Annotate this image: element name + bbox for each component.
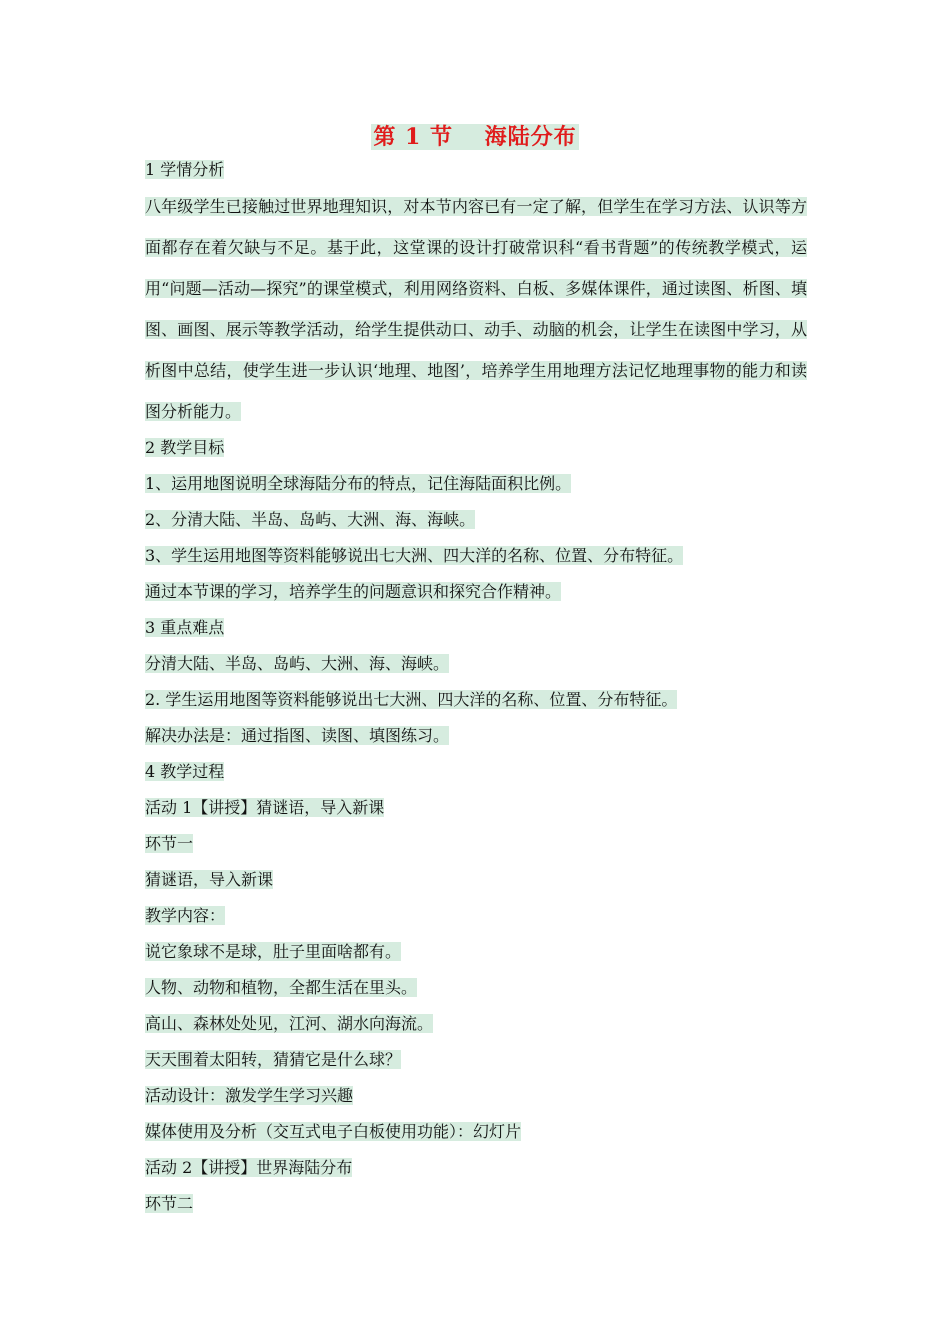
riddle-line [145, 1014, 807, 1034]
list-item [145, 474, 807, 494]
paragraph-text: 通过本节课的学习，培养学生的问题意识和探究合作精神。 [145, 582, 562, 601]
list-item [145, 690, 807, 710]
activity-heading [145, 798, 807, 818]
paragraph [145, 834, 807, 854]
page-title [0, 120, 950, 151]
document-body [145, 160, 807, 1230]
paragraph [145, 726, 807, 746]
riddle-line-text: 高山、森林处处见，江河、湖水向海流。 [145, 1014, 434, 1033]
list-item [145, 546, 807, 566]
section-heading-text: 3 重点难点 [145, 618, 225, 637]
list-item-text: 1、运用地图说明全球海陆分布的特点，记住海陆面积比例。 [145, 474, 572, 493]
paragraph [145, 582, 807, 602]
activity-heading [145, 1158, 807, 1178]
section-heading [145, 438, 807, 458]
section-heading [145, 762, 807, 782]
riddle-line [145, 1050, 807, 1070]
paragraph-text: 环节一 [145, 834, 194, 853]
list-item-text: 2. 学生运用地图等资料能够说出七大洲、四大洋的名称、位置、分布特征。 [145, 690, 678, 709]
paragraph-text: 教学内容： [145, 906, 226, 925]
activity-heading-text: 活动 1【讲授】猜谜语，导入新课 [145, 798, 385, 817]
activity-heading-text: 活动 2【讲授】世界海陆分布 [145, 1158, 353, 1177]
page-title-text: 第 1 节 海陆分布 [373, 124, 577, 150]
paragraph-text: 猜谜语，导入新课 [145, 870, 274, 889]
riddle-line-text: 人物、动物和植物，全都生活在里头。 [145, 978, 418, 997]
section-heading [145, 618, 807, 638]
list-item-text: 2、分清大陆、半岛、岛屿、大洲、海、海峡。 [145, 510, 476, 529]
section-heading-text: 2 教学目标 [145, 438, 225, 457]
paragraph-text: 环节二 [145, 1194, 194, 1213]
paragraph-text: 解决办法是：通过指图、读图、填图练习。 [145, 726, 450, 745]
list-item-text: 3、学生运用地图等资料能够说出七大洲、四大洋的名称、位置、分布特征。 [145, 546, 684, 565]
riddle-line [145, 942, 807, 962]
riddle-line-text: 说它象球不是球，肚子里面啥都有。 [145, 942, 402, 961]
paragraph-text: 分清大陆、半岛、岛屿、大洲、海、海峡。 [145, 654, 450, 673]
paragraph [145, 654, 807, 674]
paragraph [145, 1194, 807, 1214]
section-heading [145, 160, 807, 180]
paragraph [145, 186, 807, 432]
list-item [145, 510, 807, 530]
paragraph [145, 870, 807, 890]
paragraph-text: 媒体使用及分析（交互式电子白板使用功能）：幻灯片 [145, 1122, 522, 1141]
paragraph [145, 1086, 807, 1106]
paragraph [145, 1122, 807, 1142]
paragraph-text: 活动设计：激发学生学习兴趣 [145, 1086, 354, 1105]
riddle-line [145, 978, 807, 998]
section-heading-text: 4 教学过程 [145, 762, 225, 781]
riddle-line-text: 天天围着太阳转，猜猜它是什么球？ [145, 1050, 402, 1069]
paragraph [145, 906, 807, 926]
paragraph-text: 八年级学生已接触过世界地理知识，对本节内容已有一定了解，但学生在学习方法、认识等方面都存在着欠缺与不足。基于此，这堂课的设计打破常识科“看书背题”的传统教学模式，运用“问题—活动—探究”的课堂模式，利用网络资料、白板、多媒体课件，通过读图、析图、填图、画图、展示等教学活动，给学生提供动口、动手、动脑的机会，让学生在读图中学习，从析图中总结，使学生进一步认识‘地理、地图’，培养学生用地理方法记忆地理事物的能力和读图分析能力。 [145, 197, 807, 421]
section-heading-text: 1 学情分析 [145, 160, 225, 179]
